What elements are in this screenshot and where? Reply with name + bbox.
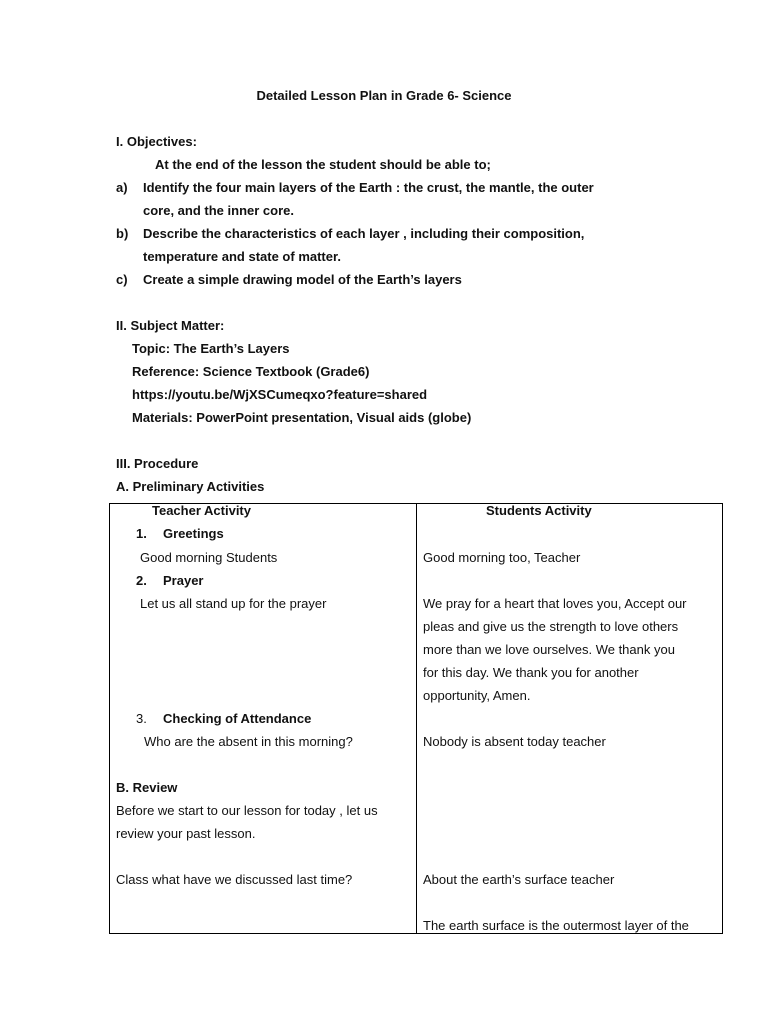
review-teacher-line: Before we start to our lesson for today , let us <box>116 803 378 818</box>
objective-c-marker: c) <box>116 272 128 287</box>
discuss-student-text: About the earth’s surface teacher <box>423 872 615 887</box>
subject-matter-heading: II. Subject Matter: <box>116 318 225 333</box>
prayer-student-line: pleas and give us the strength to love others <box>423 619 679 634</box>
subject-reference: Reference: Science Textbook (Grade6) <box>132 364 370 379</box>
objective-b-line-2: temperature and state of matter. <box>143 249 341 264</box>
greetings-teacher-text: Good morning Students <box>140 550 278 565</box>
review-teacher-line: review your past lesson. <box>116 826 256 841</box>
objective-c-line-1: Create a simple drawing model of the Earth’s layers <box>143 272 462 287</box>
prayer-student-line: We pray for a heart that loves you, Accept our <box>423 596 687 611</box>
surface-student-text: The earth surface is the outermost layer of the <box>423 918 689 933</box>
review-heading: B. Review <box>116 780 178 795</box>
prayer-student-line: opportunity, Amen. <box>423 688 531 703</box>
teacher-activity-header: Teacher Activity <box>152 503 251 518</box>
prayer-student-line: for this day. We thank you for another <box>423 665 639 680</box>
table-column-divider <box>416 504 417 933</box>
prayer-student-line: more than we love ourselves. We thank you <box>423 642 675 657</box>
prayer-teacher-text: Let us all stand up for the prayer <box>140 596 327 611</box>
subject-topic: Topic: The Earth’s Layers <box>132 341 290 356</box>
attendance-number: 3. <box>136 711 147 726</box>
preliminary-activities-heading: A. Preliminary Activities <box>116 479 265 494</box>
greetings-student-text: Good morning too, Teacher <box>423 550 581 565</box>
attendance-heading: Checking of Attendance <box>163 711 312 726</box>
prayer-number: 2. <box>136 573 147 588</box>
objective-b-line-1: Describe the characteristics of each layer , including their composition, <box>143 226 585 241</box>
greetings-number: 1. <box>136 526 147 541</box>
objective-a-marker: a) <box>116 180 128 195</box>
activity-table <box>109 503 723 934</box>
objective-a-line-1: Identify the four main layers of the Earth : the crust, the mantle, the outer <box>143 180 594 195</box>
subject-link[interactable]: https://youtu.be/WjXSCumeqxo?feature=shared <box>132 387 428 402</box>
discuss-teacher-text: Class what have we discussed last time? <box>116 872 353 887</box>
objectives-heading: I. Objectives: <box>116 134 197 149</box>
procedure-heading: III. Procedure <box>116 456 199 471</box>
students-activity-header: Students Activity <box>486 503 592 518</box>
objective-b-marker: b) <box>116 226 129 241</box>
attendance-student-text: Nobody is absent today teacher <box>423 734 606 749</box>
objectives-intro: At the end of the lesson the student should be able to; <box>155 157 491 172</box>
greetings-heading: Greetings <box>163 526 224 541</box>
attendance-teacher-text: Who are the absent in this morning? <box>144 734 353 749</box>
document-title: Detailed Lesson Plan in Grade 6- Science <box>256 88 512 103</box>
objective-a-line-2: core, and the inner core. <box>143 203 294 218</box>
prayer-heading: Prayer <box>163 573 204 588</box>
subject-materials: Materials: PowerPoint presentation, Visual aids (globe) <box>132 410 472 425</box>
